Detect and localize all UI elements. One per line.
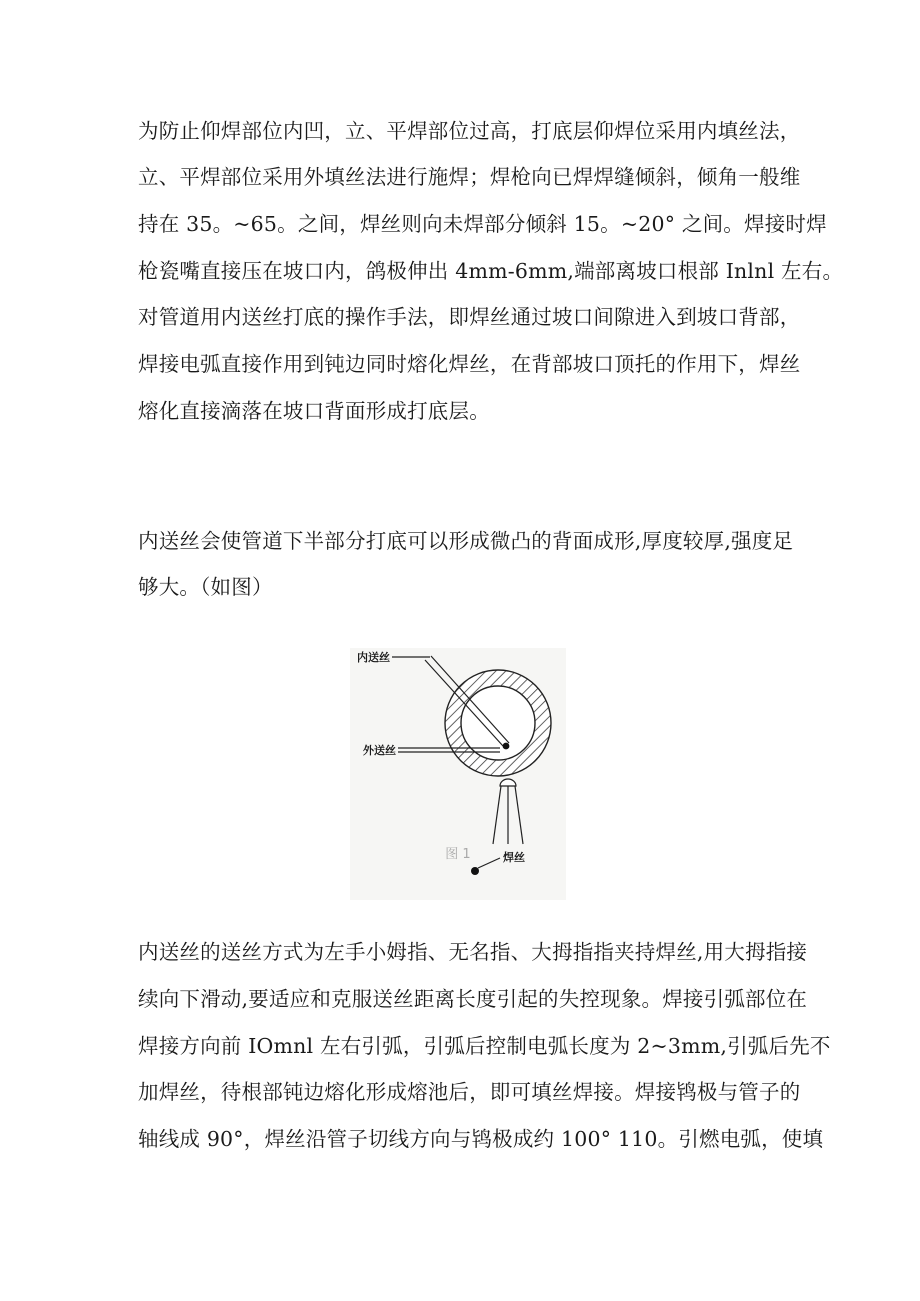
torch-nozzle xyxy=(500,779,516,786)
paragraph-3-line-1: 内送丝的送丝方式为左手小姆指、无名指、大拇指指夹持焊丝,用大拇指接 xyxy=(138,940,808,964)
paragraph-1-line-6: 焊接电弧直接作用到钝边同时熔化焊丝，在背部坡口顶托的作用下，焊丝 xyxy=(138,352,801,376)
torch-line-3 xyxy=(515,786,523,844)
paragraph-2-line-1: 内送丝会使管道下半部分打底可以形成微凸的背面成形,厚度较厚,强度足 xyxy=(138,529,794,553)
figure-caption: 图 1 xyxy=(445,847,471,862)
inner-wire-label: 内送丝 xyxy=(357,651,390,664)
paragraph-1-line-2: 立、平焊部位采用外填丝法进行施焊；焊枪向已焊焊缝倾斜，倾角一般维 xyxy=(138,165,801,189)
paragraph-3-line-3: 焊接方向前 IOmnl 左右引弧，引弧后控制电弧长度为 2~3mm,引弧后先不 xyxy=(138,1034,831,1058)
wire-label: 焊丝 xyxy=(503,851,525,864)
paragraph-1-line-5: 对管道用内送丝打底的操作手法，即焊丝通过坡口间隙进入到坡口背部， xyxy=(138,305,801,329)
wire-leader xyxy=(478,858,500,868)
wire-dot xyxy=(471,867,479,875)
outer-wire-label: 外送丝 xyxy=(363,744,396,757)
paragraph-2-line-2: 够大。（如图） xyxy=(138,575,273,599)
paragraph-1-line-4: 枪瓷嘴直接压在坡口内，鸽极伸出 4mm-6mm,端部离坡口根部 Inlnl 左右。 xyxy=(138,259,844,283)
paragraph-3-line-2: 续向下滑动,要适应和克服送丝距离长度引起的失控现象。焊接引弧部位在 xyxy=(138,987,808,1011)
figure-1 xyxy=(350,648,566,900)
welding-diagram xyxy=(350,648,566,900)
paragraph-1-line-3: 持在 35。~65。之间，焊丝则向未焊部分倾斜 15。~20° 之间。焊接时焊 xyxy=(138,212,827,236)
paragraph-3-line-5: 轴线成 90°，焊丝沿管子切线方向与鸨极成约 100° 110。引燃电弧，使填 xyxy=(138,1127,824,1151)
paragraph-1-line-1: 为防止仰焊部位内凹，立、平焊部位过高，打底层仰焊位采用内填丝法， xyxy=(138,119,801,143)
paragraph-3-line-4: 加焊丝，待根部钝边熔化形成熔池后，即可填丝焊接。焊接鸨极与管子的 xyxy=(138,1080,801,1104)
pipe-bore xyxy=(461,686,535,760)
weld-root-dot xyxy=(503,743,510,750)
paragraph-1-line-7: 熔化直接滴落在坡口背面形成打底层。 xyxy=(138,399,490,423)
torch-line-1 xyxy=(493,786,501,844)
